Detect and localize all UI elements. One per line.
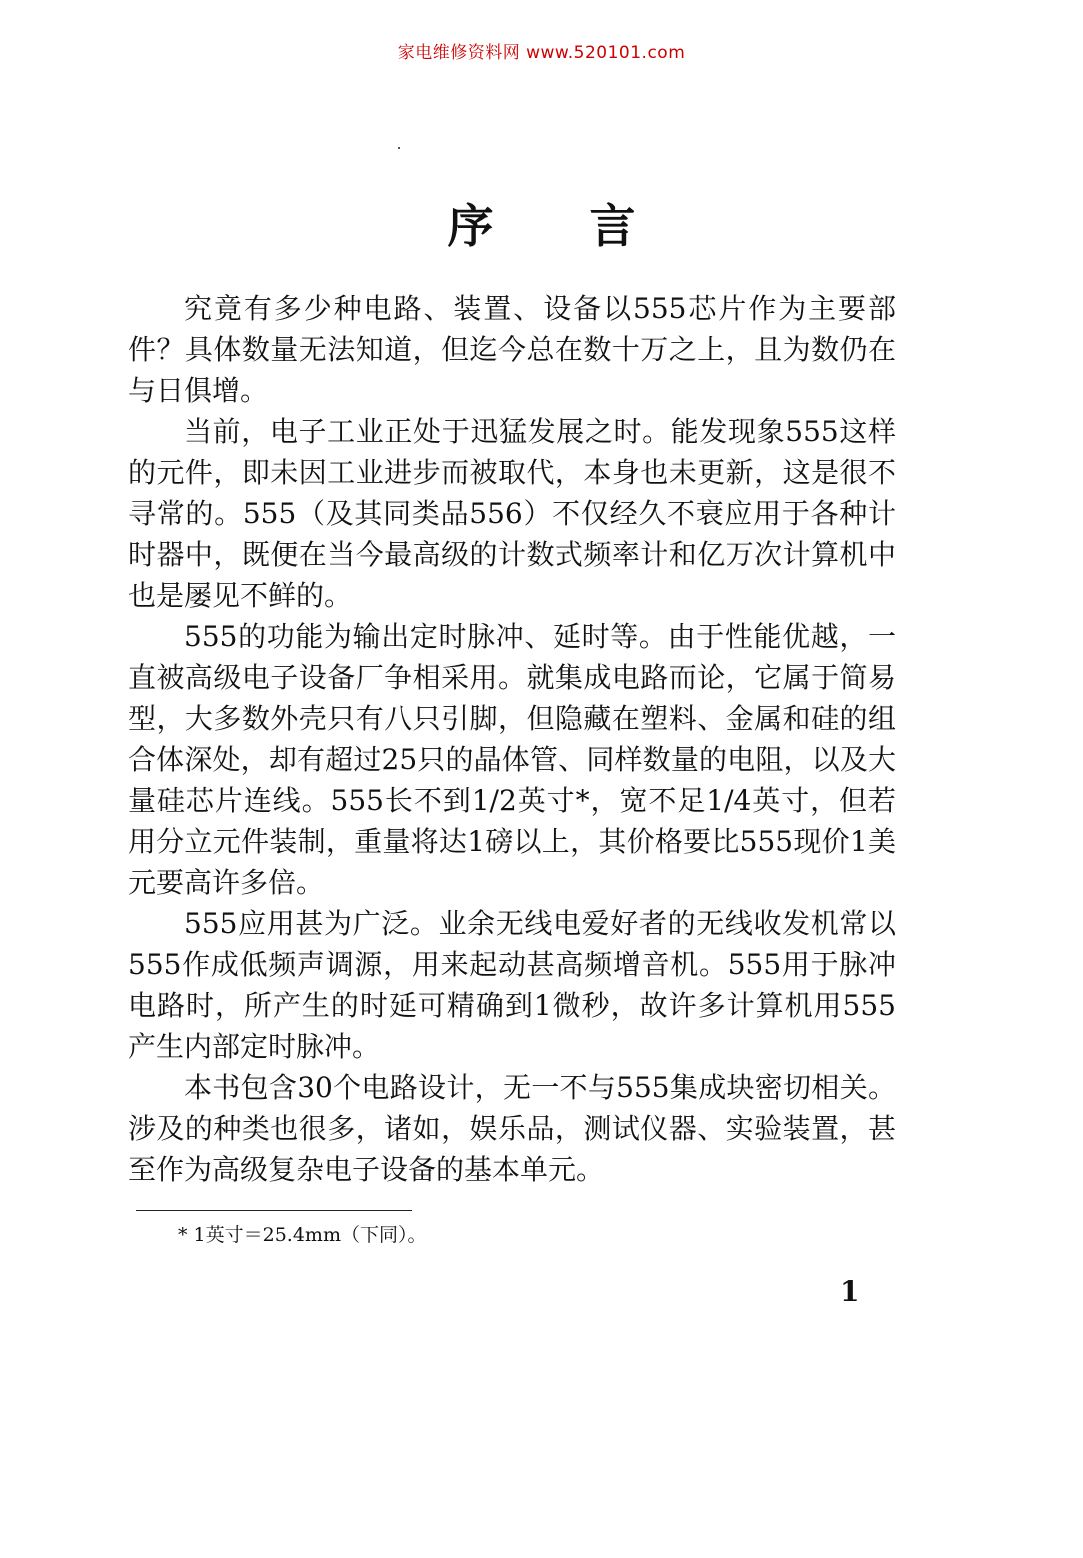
paragraph-4: 555应用甚为广泛。业余无线电爱好者的无线收发机常以555作成低频声调源，用来起动甚高频增音机。555用于脉冲电路时，所产生的时延可精确到1微秒，故许多计算机用555产生内部定时脉冲。: [128, 907, 896, 1063]
scan-speck: [398, 147, 400, 149]
page-title: 序言: [447, 199, 732, 253]
footnote-divider: [136, 1210, 412, 1211]
paragraph-5: 本书包含30个电路设计，无一不与555集成块密切相关。涉及的种类也很多，诸如，娱乐品，测试仪器、实验装置，甚至作为高级复杂电子设备的基本单元。: [128, 1071, 896, 1186]
paragraph-3: 555的功能为输出定时脉冲、延时等。由于性能优越，一直被高级电子设备厂争相采用。就集成电路而论，它属于简易型，大多数外壳只有八只引脚，但隐藏在塑料、金属和硅的组合体深处，却有超过25只的晶体管、同样数量的电阻，以及大量硅芯片连线。555长不到1/2英寸*，宽不足1/4英寸，但若用分立元件装制，重量将达1磅以上，其价格要比555现价1美元要高许多倍。: [128, 620, 896, 899]
body-text: [128, 288, 896, 1190]
page-number: 1: [840, 1275, 860, 1308]
footnote: * 1英寸＝25.4mm（下同）。: [178, 1224, 427, 1246]
paragraph-1: 究竟有多少种电路、装置、设备以555芯片作为主要部件？具体数量无法知道，但迄今总在数十万之上，且为数仍在与日俱增。: [128, 292, 896, 407]
paragraph-2: 当前，电子工业正处于迅猛发展之时。能发现象555这样的元件，即未因工业进步而被取代，本身也未更新，这是很不寻常的。555（及其同类品556）不仅经久不衰应用于各种计时器中，既便在当今最高级的计数式频率计和亿万次计算机中也是屡见不鲜的。: [128, 415, 896, 612]
watermark-header: 家电维修资料网 www.520101.com: [397, 43, 686, 63]
